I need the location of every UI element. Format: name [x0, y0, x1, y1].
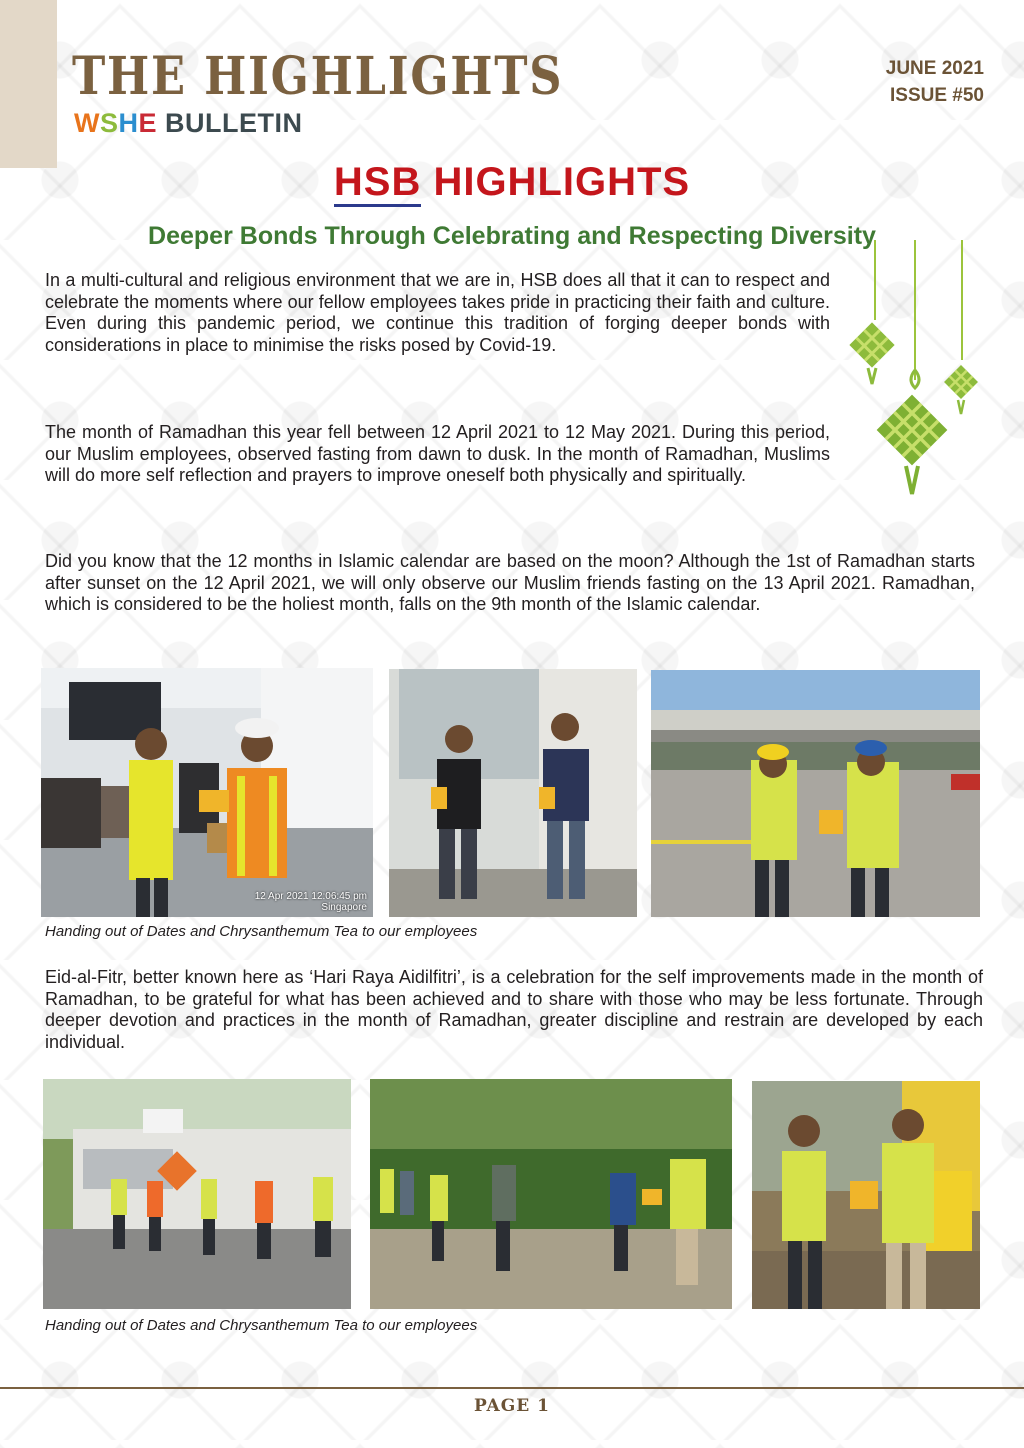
issue-number: ISSUE #50 [890, 85, 984, 106]
paragraph-islamic-calendar: Did you know that the 12 months in Islamic calendar are based on the moon? Although the 1st of Ramadhan starts after sunset on the 12 April 2021, we will only observe our Muslim friends fasting on the 13 April 2021. Ramadhan, which is considered to be the holiest month, falls on the 9th month of the Islamic calendar. [45, 551, 975, 614]
photo-two-workers [389, 669, 637, 917]
photo-timestamp [255, 891, 367, 913]
photo-worksite-handout [651, 670, 980, 917]
subtitle-letter-w: W [74, 108, 100, 138]
masthead-subtitle [74, 108, 303, 139]
masthead-title: THE HIGHLIGHTS [72, 46, 564, 107]
caption-second-row: Handing out of Dates and Chrysanthemum Tea to our employees [45, 1317, 478, 1334]
photo-forest-group [370, 1079, 732, 1309]
issue-date: JUNE 2021 [885, 58, 984, 79]
subtitle-letter-e: E [138, 108, 158, 138]
photo-booth-handout [752, 1081, 980, 1309]
caption-first-row: Handing out of Dates and Chrysanthemum Tea to our employees [45, 923, 478, 940]
photo-roadside-group [43, 1079, 351, 1309]
paragraph-ramadhan: The month of Ramadhan this year fell between 12 April 2021 to 12 May 2021. During this period, our Muslim employees, observed fasting from dawn to dusk. In the month of Ramadhan, Muslims will do more self reflection and prayers to improve oneself both physically and spiritually. [45, 422, 830, 485]
subtitle-letter-h: H [118, 108, 139, 138]
corner-accent [0, 0, 57, 168]
paragraph-eid: Eid-al-Fitr, better known here as ‘Hari Raya Aidilfitri’, is a celebration for the self improvements made in the month of Ramadhan, to be grateful for what has been achieved and to share with those who may be less fortunate. Through deeper devotion and practices in the month of Ramadhan, greater discipline and restrain are developed by each individual. [45, 967, 983, 1052]
photo-office-handout [41, 668, 373, 917]
timestamp-location: Singapore [321, 902, 367, 913]
timestamp-datetime: 12 Apr 2021 12:06:45 pm [254, 891, 367, 902]
issue-info [886, 55, 984, 109]
ketupat-decoration-icon [840, 240, 990, 500]
subtitle-letter-s: S [99, 108, 119, 138]
subtitle-bulletin: BULLETIN [157, 108, 303, 138]
hsb-brand: HSB [334, 160, 421, 207]
article-subheading: Deeper Bonds Through Celebrating and Respecting Diversity [148, 222, 876, 250]
footer-divider [0, 1387, 1024, 1389]
page-number: PAGE 1 [474, 1396, 550, 1416]
section-heading-rest: HIGHLIGHTS [421, 160, 691, 204]
paragraph-intro: In a multi-cultural and religious environment that we are in, HSB does all that it can to respect and celebrate the moments where our fellow employees takes pride in practicing their faith and culture. Even during this pandemic period, we continue this tradition of forging deeper bonds with considerations in place to minimise the risks posed by Covid-19. [45, 270, 830, 355]
section-heading [0, 160, 1024, 205]
